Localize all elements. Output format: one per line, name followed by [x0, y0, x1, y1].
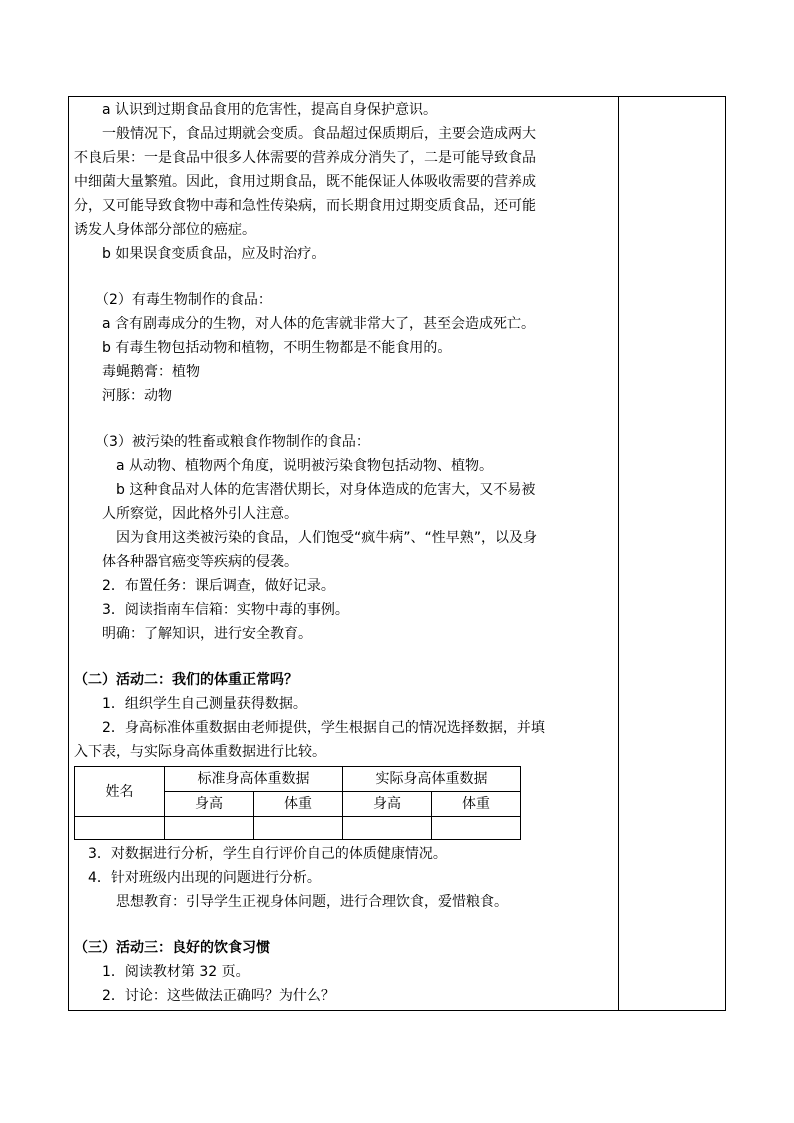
text-line: 2．布置任务：课后调查，做好记录。: [74, 578, 335, 594]
text-line: 3．对数据进行分析，学生自行评价自己的体质健康情况。: [74, 846, 447, 862]
standard-height-cell[interactable]: [165, 817, 254, 840]
text-line: 1．组织学生自己测量获得数据。: [74, 696, 307, 712]
text-line: 因为食用这类被污染的食品，人们饱受“疯牛病”、“性早熟”，以及身: [74, 530, 538, 546]
text-line: 体各种器官癌变等疾病的侵袭。: [74, 554, 298, 570]
name-cell[interactable]: [75, 817, 165, 840]
text-line: 河豚：动物: [74, 388, 172, 404]
actual-data-header: 实际身高体重数据: [343, 767, 521, 792]
text-line: 毒蝇鹅膏：植物: [74, 364, 200, 380]
text-line: b 如果误食变质食品，应及时治疗。: [74, 246, 326, 262]
name-header: 姓名: [75, 767, 165, 817]
height-weight-table: [74, 766, 521, 840]
actual-weight-cell[interactable]: [432, 817, 521, 840]
text-line: 2．身高标准体重数据由老师提供，学生根据自己的情况选择数据，并填: [74, 720, 545, 736]
text-line: 诱发人身体部分部位的癌症。: [74, 222, 256, 238]
notes-column-divider: [618, 96, 619, 1011]
text-line: 人所察觉，因此格外引人注意。: [74, 506, 298, 522]
actual-height-header: 身高: [343, 792, 432, 817]
text-line: b 这种食品对人体的危害潜伏期长，对身体造成的危害大，又不易被: [74, 482, 536, 498]
lesson-content: [74, 98, 614, 1008]
text-line: 2．讨论：这些做法正确吗？为什么？: [74, 988, 335, 1004]
text-line: a 认识到过期食品食用的危害性，提高自身保护意识。: [74, 102, 438, 118]
text-line: 分，又可能导致食物中毒和急性传染病，而长期食用过期变质食品，还可能: [74, 198, 536, 214]
text-line: 一般情况下，食品过期就会变质。食品超过保质期后，主要会造成两大: [74, 126, 536, 142]
text-line: （2）有毒生物制作的食品：: [74, 292, 272, 308]
actual-weight-header: 体重: [432, 792, 521, 817]
text-line: 4．针对班级内出现的问题进行分析。: [74, 870, 321, 886]
text-line: 不良后果：一是食品中很多人体需要的营养成分消失了，二是可能导致食品: [74, 150, 536, 166]
actual-height-cell[interactable]: [343, 817, 432, 840]
text-line: 1．阅读教材第 32 页。: [74, 964, 250, 980]
text-line: 入下表，与实际身高体重数据进行比较。: [74, 744, 326, 760]
text-line: 思想教育：引导学生正视身体问题，进行合理饮食，爱惜粮食。: [74, 894, 508, 910]
standard-weight-cell[interactable]: [254, 817, 343, 840]
text-line: 3．阅读指南车信箱：实物中毒的事例。: [74, 602, 349, 618]
text-line: a 从动物、植物两个角度，说明被污染食物包括动物、植物。: [74, 458, 494, 474]
text-line: 中细菌大量繁殖。因此，食用过期食品，既不能保证人体吸收需要的营养成: [74, 174, 536, 190]
text-line: 明确：了解知识，进行安全教育。: [74, 626, 312, 642]
activity3-heading: （三）活动三：良好的饮食习惯: [74, 940, 270, 956]
standard-weight-header: 体重: [254, 792, 343, 817]
standard-height-header: 身高: [165, 792, 254, 817]
activity2-heading: （二）活动二：我们的体重正常吗？: [74, 672, 298, 688]
text-line: b 有毒生物包括动物和植物，不明生物都是不能食用的。: [74, 340, 452, 356]
text-line: （3）被污染的牲畜或粮食作物制作的食品：: [74, 434, 370, 450]
text-line: a 含有剧毒成分的生物，对人体的危害就非常大了，甚至会造成死亡。: [74, 316, 536, 332]
standard-data-header: 标准身高体重数据: [165, 767, 343, 792]
